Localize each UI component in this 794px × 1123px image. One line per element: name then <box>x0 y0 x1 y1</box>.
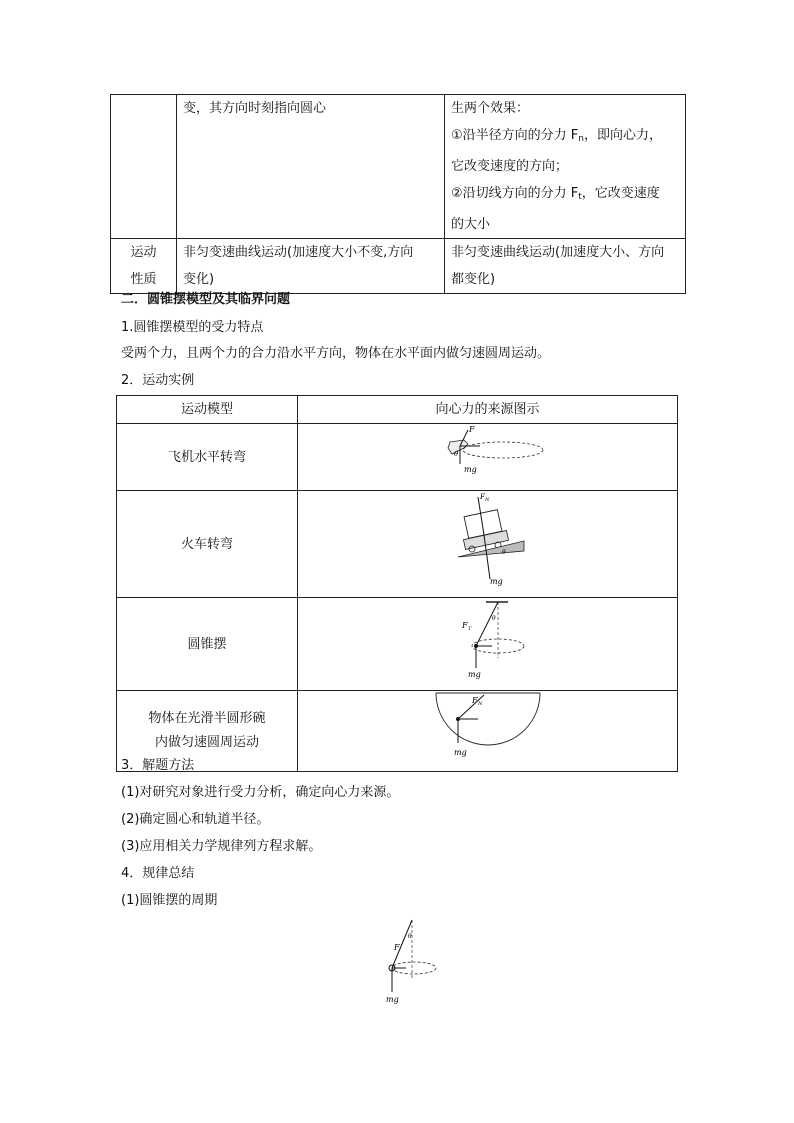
conical-pendulum-figure <box>428 598 548 680</box>
table-row <box>117 491 678 598</box>
table-cell: 物体在光滑半圆形碗 内做匀速圆周运动 <box>117 691 298 772</box>
section-heading: 二．圆锥摆模型及其临界问题 <box>121 292 291 307</box>
svg-text:T: T <box>467 626 471 632</box>
svg-text:mg: mg <box>463 465 477 474</box>
table-cell: 变，其方向时刻指向圆心 <box>177 95 445 239</box>
bowl-motion-figure <box>428 691 548 761</box>
figure-cell <box>298 598 678 691</box>
table-cell <box>445 95 686 239</box>
svg-text:mg: mg <box>386 995 399 1004</box>
conical-pendulum-period-figure <box>380 918 450 1010</box>
paragraph: (2)确定圆心和轨道半径。 <box>121 812 270 827</box>
table-row <box>117 424 678 491</box>
item-title: 2．运动实例 <box>121 373 195 388</box>
figure-cell <box>298 691 678 772</box>
svg-text:F: F <box>471 696 478 705</box>
table-row <box>117 598 678 691</box>
svg-text:mg: mg <box>489 577 503 586</box>
svg-text:mg: mg <box>467 670 481 679</box>
table-header-row <box>117 396 678 424</box>
column-header: 运动模型 <box>117 396 298 424</box>
svg-text:F: F <box>468 425 475 434</box>
table-row <box>117 691 678 772</box>
svg-text:F: F <box>394 943 400 952</box>
figure-cell <box>298 491 678 598</box>
table-cell: 圆锥摆 <box>117 598 298 691</box>
svg-text:θ: θ <box>491 615 496 622</box>
cell-line: 的大小 <box>451 217 491 232</box>
svg-text:F: F <box>461 621 468 630</box>
svg-text:mg: mg <box>453 748 467 757</box>
paragraph: (1)圆锥摆的周期 <box>121 893 218 908</box>
table-cell: 非匀变速曲线运动(加速度大小不变,方向 变化) <box>177 239 445 294</box>
table-row <box>111 239 686 294</box>
item-title: 4．规律总结 <box>121 866 195 881</box>
train-turn-figure <box>428 491 548 587</box>
svg-text:N: N <box>477 701 482 707</box>
table-cell: 非匀变速曲线运动(加速度大小、方向 都变化) <box>445 239 686 294</box>
cell-line: 它改变速度的方向； <box>451 159 569 174</box>
svg-text:F: F <box>479 493 485 501</box>
svg-text:θ: θ <box>408 933 412 940</box>
item-title: 1.圆锥摆模型的受力特点 <box>121 320 264 335</box>
paragraph: (1)对研究对象进行受力分析，确定向心力来源。 <box>121 785 400 800</box>
column-header: 向心力的来源图示 <box>298 396 678 424</box>
table-row <box>111 95 686 239</box>
svg-text:θ: θ <box>501 549 506 556</box>
table-cell <box>111 95 177 239</box>
examples-table <box>116 395 678 772</box>
figure-cell <box>298 424 678 491</box>
table-cell: 飞机水平转弯 <box>117 424 298 491</box>
item-title: 3．解题方法 <box>121 758 195 773</box>
table-cell: 火车转弯 <box>117 491 298 598</box>
airplane-turn-figure <box>428 424 548 480</box>
forces-comparison-table <box>110 94 686 294</box>
cell-line: 生两个效果： <box>451 101 530 116</box>
cell-line: ①沿半径方向的分力 $F_n$，即向心力， <box>451 128 662 144</box>
svg-text:N: N <box>484 497 489 503</box>
paragraph: 受两个力，且两个力的合力沿水平方向，物体在水平面内做匀速圆周运动。 <box>121 346 551 361</box>
table-cell: 运动 性质 <box>111 239 177 294</box>
paragraph: (3)应用相关力学规律列方程求解。 <box>121 839 322 854</box>
svg-text:θ: θ <box>453 450 458 458</box>
cell-line: ②沿切线方向的分力 $F_t$，它改变速度 <box>451 186 660 202</box>
